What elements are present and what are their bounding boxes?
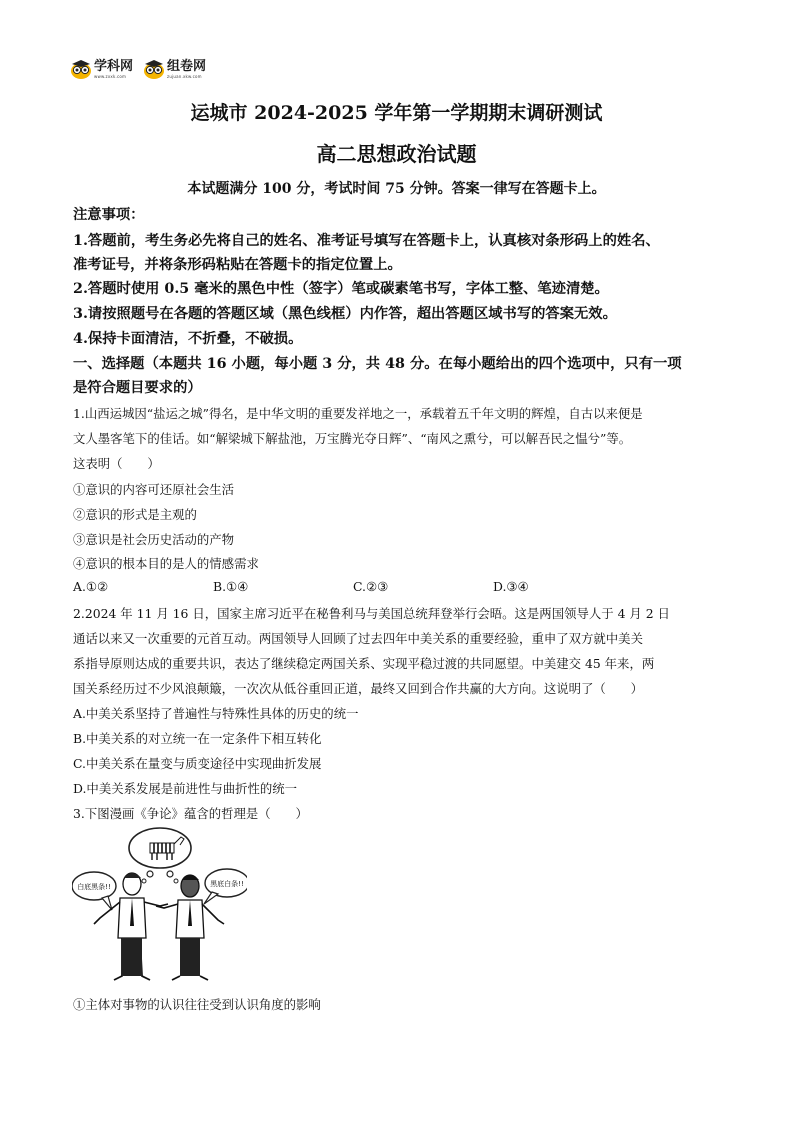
option-c: C.中美关系在量变与质变途径中实现曲折发展 <box>73 756 322 771</box>
question-stem: 国关系经历过不少风浪颠簸，一次次从低谷重回正道，最终又回到合作共赢的大方向。这说明了（ ） <box>73 681 643 696</box>
exam-info: 本试题满分 100 分，考试时间 75 分钟。答案一律写在答题卡上。 <box>187 181 606 197</box>
question-stem: 2.2024 年 11 月 16 日，国家主席习近平在秘鲁利马与美国总统拜登举行会晤。这是两国领导人于 4 月 2 日 <box>73 606 670 621</box>
statement-item: ①主体对事物的认识往往受到认识角度的影响 <box>73 997 321 1012</box>
owl-logo-icon <box>70 58 92 80</box>
exam-title: 运城市 2024-2025 学年第一学期期末调研测试 <box>190 102 603 124</box>
left-bubble-text: 白底黑条!! <box>77 883 111 891</box>
section-heading: 是符合题目要求的） <box>73 380 202 396</box>
notice-line: 准考证号，并将条形码粘贴在答题卡的指定位置上。 <box>73 257 402 273</box>
logo-zujuanwang <box>143 58 206 80</box>
option-a: A.中美关系坚持了普遍性与特殊性具体的历史的统一 <box>73 706 359 721</box>
right-bubble-text: 黑底白条!! <box>210 880 244 888</box>
logo-url: zujuan.xkw.com <box>167 73 202 79</box>
logo-name: 组卷网 <box>167 58 207 74</box>
option-d: D.中美关系发展是前进性与曲折性的统一 <box>73 781 298 796</box>
statement-item: ②意识的形式是主观的 <box>73 507 197 522</box>
statement-item: ④意识的根本目的是人的情感需求 <box>73 556 259 571</box>
question-stem: 通话以来又一次重要的元首互动。两国领导人回顾了过去四年中美关系的重要经验，重申了双方就中美关 <box>73 631 643 646</box>
notice-heading: 注意事项： <box>73 207 145 223</box>
statement-item: ①意识的内容可还原社会生活 <box>73 482 235 497</box>
logo-url: www.zxxk.com <box>94 73 127 79</box>
exam-subtitle: 高二思想政治试题 <box>316 142 477 166</box>
option-a: A.①② <box>73 579 109 594</box>
question-stem: 3.下图漫画《争论》蕴含的哲理是（ ） <box>73 806 308 821</box>
logo-name: 学科网 <box>94 58 134 74</box>
owl-logo-icon <box>143 58 165 80</box>
header-logos <box>70 58 206 86</box>
notice-line: 2.答题时使用 0.5 毫米的黑色中性（签字）笔或碳素笔书写，字体工整、笔迹清楚。 <box>73 281 609 297</box>
question-stem: 系指导原则达成的重要共识，表达了继续稳定两国关系、实现平稳过渡的共同愿望。中美建交 45 年来，两 <box>73 656 655 671</box>
option-d: D.③④ <box>493 579 529 594</box>
notice-line: 3.请按照题号在各题的答题区域（黑色线框）内作答，超出答题区域书写的答案无效。 <box>73 306 617 322</box>
debate-cartoon <box>72 826 247 991</box>
option-b: B.中美关系的对立统一在一定条件下相互转化 <box>73 731 322 746</box>
logo-xuekewang <box>70 58 133 80</box>
option-c: C.②③ <box>353 579 389 594</box>
question-stem: 1.山西运城因“盐运之城”得名，是中华文明的重要发祥地之一，承载着五千年文明的辉煌，自古以来便是 <box>73 406 643 421</box>
statement-item: ③意识是社会历史活动的产物 <box>73 532 235 547</box>
option-b: B.①④ <box>213 579 249 594</box>
section-heading: 一、选择题（本题共 16 小题，每小题 3 分，共 48 分。在每小题给出的四个选项中，只有一项 <box>73 356 682 372</box>
question-stem: 文人墨客笔下的佳话。如“解梁城下解盐池，万宝腾光夺日辉”、“南风之熏兮，可以解吾民之愠兮”等。 <box>73 431 632 446</box>
answer-options <box>73 579 573 597</box>
notice-line: 4.保持卡面清洁，不折叠，不破损。 <box>73 331 303 347</box>
question-stem: 这表明（ ） <box>73 456 160 471</box>
notice-line: 1.答题前，考生务必先将自己的姓名、准考证号填写在答题卡上，认真核对条形码上的姓名、 <box>73 233 660 249</box>
